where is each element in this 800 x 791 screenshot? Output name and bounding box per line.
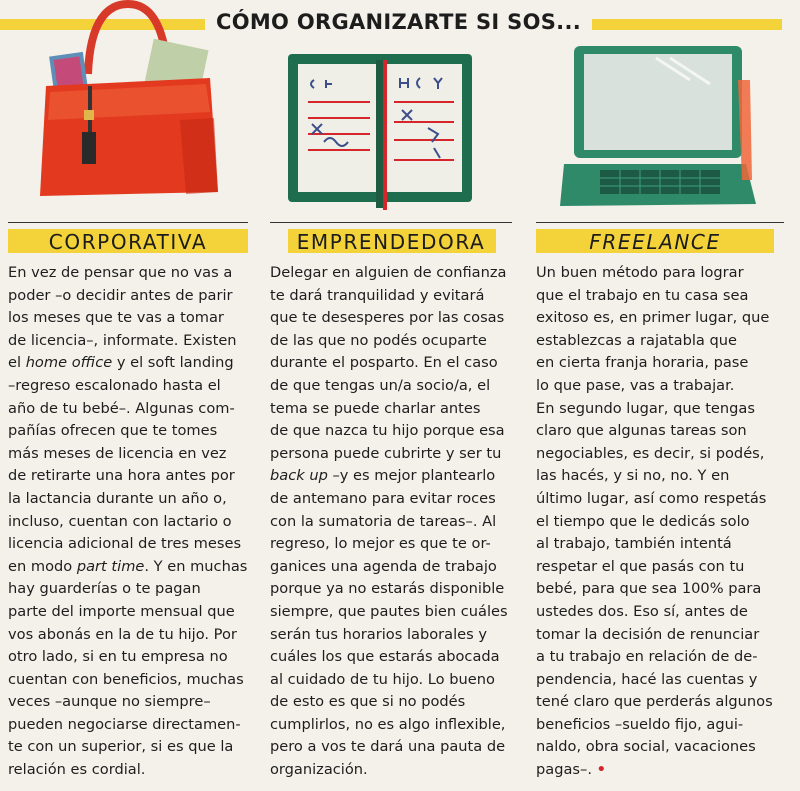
column-body-freelance bbox=[536, 262, 792, 782]
text-line: pueden negociarse directamen- bbox=[8, 715, 241, 733]
text-line: pagas–. bbox=[536, 761, 592, 779]
text-line: licencia adicional de tres meses bbox=[8, 535, 242, 553]
text-line: otro lado, si en tu empresa no bbox=[8, 648, 228, 666]
text-line: poder –o decidir antes de parir bbox=[8, 286, 233, 304]
text-line: los meses que te vas a tomar bbox=[8, 309, 224, 327]
text-line: negociables, es decir, si podés, bbox=[536, 444, 765, 462]
text-line: incluso, cuentan con lactario o bbox=[8, 512, 232, 530]
text-line: la lactancia durante un año o, bbox=[8, 489, 227, 507]
text-line: cumplirlos, no es algo inflexible, bbox=[270, 715, 506, 733]
column-heading: EMPRENDEDORA bbox=[296, 230, 486, 254]
text-line: back up –y es mejor plantearlo bbox=[270, 467, 496, 485]
text-line: al trabajo, también intentá bbox=[536, 535, 732, 553]
text-line: que el trabajo en tu casa sea bbox=[536, 286, 749, 304]
text-line: pendencia, hacé las cuentas y bbox=[536, 670, 758, 688]
text-line: pero a vos te dará una pauta de bbox=[270, 738, 506, 756]
text-line: Un buen método para lograr bbox=[536, 264, 744, 281]
text-line: de que tengas un/a socio/a, el bbox=[270, 376, 491, 394]
text-line: con la sumatoria de tareas–. Al bbox=[270, 512, 497, 530]
text-line: el tiempo que le dedicás solo bbox=[536, 512, 750, 530]
text-line: de que nazca tu hijo porque esa bbox=[270, 422, 505, 440]
text-line: pañías ofrecen que te tomes bbox=[8, 422, 218, 440]
column-rule bbox=[270, 222, 512, 223]
text-line: veces –aunque no siempre– bbox=[8, 693, 211, 711]
column-body-emprendedora bbox=[270, 262, 524, 782]
text-line: porque ya no estarás disponible bbox=[270, 580, 505, 598]
text-line: relación es cordial. bbox=[8, 761, 146, 779]
end-dot-icon: • bbox=[596, 761, 606, 779]
text-line: persona puede cubrirte y ser tu bbox=[270, 444, 502, 462]
text-line: a tu trabajo en relación de de- bbox=[536, 648, 758, 666]
notebook-icon bbox=[284, 50, 484, 212]
text-line: al cuidado de tu hijo. Lo bueno bbox=[270, 670, 495, 688]
text-line: de esto es que si no podés bbox=[270, 693, 466, 711]
handbag-icon bbox=[30, 0, 230, 210]
text-line: el home office y el soft landing bbox=[8, 354, 234, 372]
text-line: cuáles los que estarás abocada bbox=[270, 648, 500, 666]
text-line: serán tus horarios laborales y bbox=[270, 625, 488, 643]
text-line: Delegar en alguien de confianza bbox=[270, 264, 507, 281]
text-line: las hacés, y si no, no. Y en bbox=[536, 467, 730, 485]
text-line: que te desesperes por las cosas bbox=[270, 309, 505, 327]
text-line: bebé, para que sea 100% para bbox=[536, 580, 762, 598]
column-heading: CORPORATIVA bbox=[48, 230, 208, 254]
text-line: más meses de licencia en vez bbox=[8, 444, 227, 462]
text-line: año de tu bebé–. Algunas com- bbox=[8, 399, 235, 417]
text-line: en modo part time. Y en muchas bbox=[8, 557, 248, 575]
title-bar-right bbox=[592, 19, 782, 30]
text-line: te dará tranquilidad y evitará bbox=[270, 286, 485, 304]
text-line: último lugar, así como respetás bbox=[536, 489, 767, 507]
text-line: ustedes dos. Eso sí, antes de bbox=[536, 602, 748, 620]
text-line: vos abonás en la de tu hijo. Por bbox=[8, 625, 237, 643]
page-title: CÓMO ORGANIZARTE SI SOS... bbox=[216, 10, 581, 34]
text-line: En segundo lugar, que tengas bbox=[536, 399, 755, 417]
text-line: –regreso escalonado hasta el bbox=[8, 376, 221, 394]
text-line: de las que no podés ocuparte bbox=[270, 331, 487, 349]
text-line: hay guarderías o te pagan bbox=[8, 580, 201, 598]
text-line: En vez de pensar que no vas a bbox=[8, 264, 233, 281]
text-line: regreso, lo mejor es que te or- bbox=[270, 535, 491, 553]
text-line: lo que pase, vas a trabajar. bbox=[536, 376, 735, 394]
text-line: siempre, que pautes bien cuáles bbox=[270, 602, 508, 620]
column-heading: FREELANCE bbox=[589, 230, 721, 254]
text-line: parte del importe mensual que bbox=[8, 602, 235, 620]
text-line: claro que algunas tareas son bbox=[536, 422, 747, 440]
last-text-line bbox=[536, 759, 792, 782]
text-line: te con un superior, si es que la bbox=[8, 738, 234, 756]
text-line: organización. bbox=[270, 761, 368, 779]
laptop-icon bbox=[560, 40, 760, 208]
text-line: durante el posparto. En el caso bbox=[270, 354, 498, 372]
text-line: tema se puede charlar antes bbox=[270, 399, 481, 417]
text-line: exitoso es, en primer lugar, que bbox=[536, 309, 770, 327]
text-line: establezcas a rajatabla que bbox=[536, 331, 737, 349]
text-line: tomar la decisión de renunciar bbox=[536, 625, 760, 643]
text-line: en cierta franja horaria, pase bbox=[536, 354, 749, 372]
text-line: beneficios –sueldo fijo, agui- bbox=[536, 715, 744, 733]
text-line: de retirarte una hora antes por bbox=[8, 467, 235, 485]
text-line: ganices una agenda de trabajo bbox=[270, 557, 497, 575]
text-line: de antemano para evitar roces bbox=[270, 489, 496, 507]
text-line: de licencia–, informate. Existen bbox=[8, 331, 237, 349]
text-line: naldo, obra social, vacaciones bbox=[536, 738, 756, 756]
text-line: respetar el que pasás con tu bbox=[536, 557, 745, 575]
text-line: cuentan con beneficios, muchas bbox=[8, 670, 244, 688]
column-rule bbox=[536, 222, 784, 223]
column-rule bbox=[8, 222, 248, 223]
column-body-corporativa bbox=[8, 262, 258, 782]
text-line: tené claro que perderás algunos bbox=[536, 693, 773, 711]
